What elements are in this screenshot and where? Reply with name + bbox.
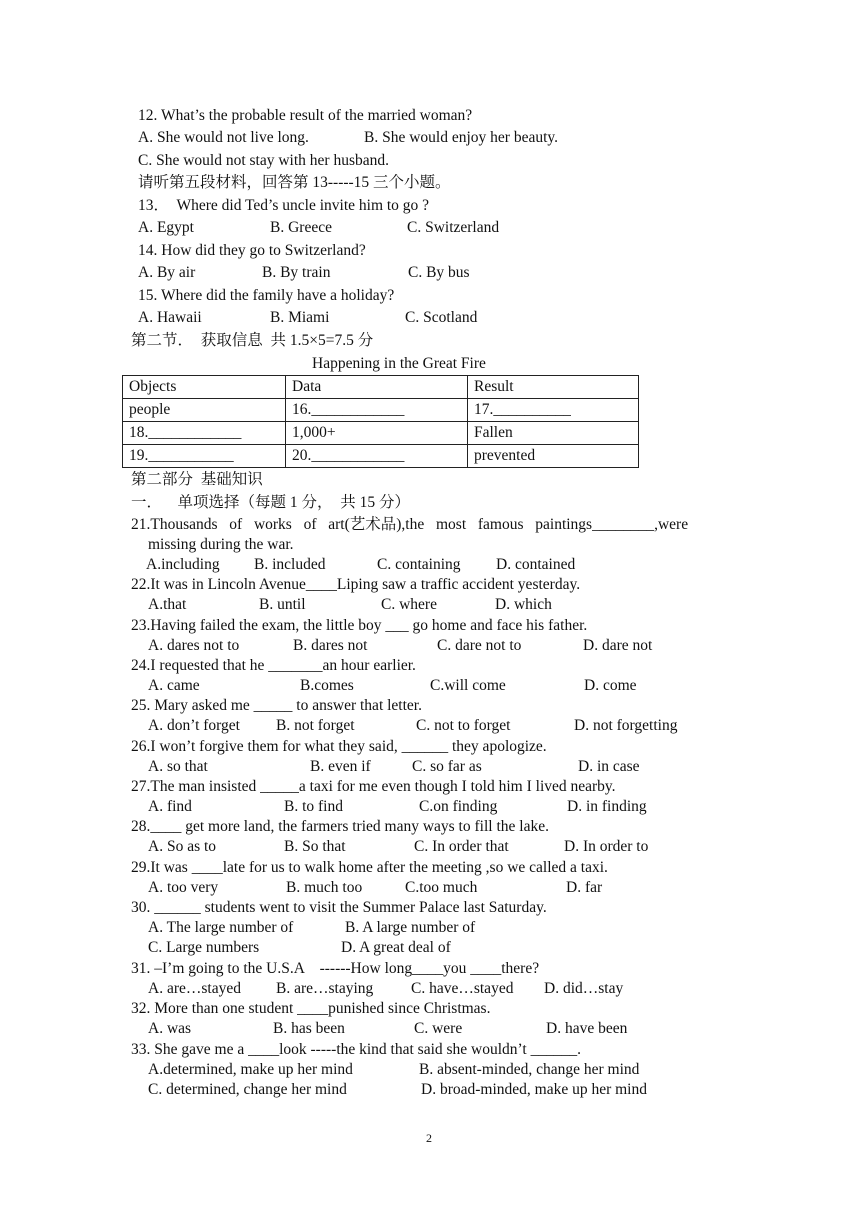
option-13a: A. Egypt [138,219,194,236]
table-cell: people [123,399,286,422]
option-12a: A. She would not live long. [138,129,309,146]
table-header-cell: Objects [123,376,286,399]
option-30a: A. The large number of [148,919,294,936]
question-27: 27.The man insisted _____a taxi for me even though I told him I lived nearby. [131,778,616,795]
option-27b: B. to find [284,798,343,815]
option-12c: C. She would not stay with her husband. [138,152,389,169]
option-27c: C.on finding [419,798,498,815]
table-cell: 17.__________ [468,399,639,422]
option-25d: D. not forgetting [574,717,678,734]
option-15c: C. Scotland [405,309,478,326]
section5-intro: 请听第五段材料，回答第 13-----15 三个小题。 [138,174,451,191]
question-12: 12. What’s the probable result of the married woman? [138,107,473,124]
question-13: 13． Where did Ted’s uncle invite him to go ? [138,197,430,214]
question-24: 24.I requested that he _______an hour earlier. [131,657,416,674]
page-number: 2 [426,1131,432,1145]
option-30b: B. A large number of [345,919,476,936]
option-29a: A. too very [148,879,219,896]
table-cell: 16.____________ [286,399,468,422]
table-row [123,399,639,422]
option-27a: A. find [148,798,192,815]
option-32c: C. were [414,1020,463,1037]
option-28a: A. So as to [148,838,217,855]
option-21d: D. contained [496,556,576,573]
question-33: 33. She gave me a ____look -----the kind that said she wouldn’t ______. [131,1041,581,1058]
option-30c: C. Large numbers [148,939,260,956]
option-25b: B. not forget [276,717,355,734]
option-25c: C. not to forget [416,717,511,734]
option-28d: D. In order to [564,838,649,855]
option-31c: C. have…stayed [411,980,514,997]
question-31: 31. –I’m going to the U.S.A ------How long____you ____there? [131,960,540,977]
option-24d: D. come [584,677,637,694]
great-fire-table [122,375,639,468]
question-14: 14. How did they go to Switzerland? [138,242,366,259]
option-22b: B. until [259,596,306,613]
table-cell: 19.___________ [123,445,286,468]
option-22a: A.that [148,596,187,613]
option-15a: A. Hawaii [138,309,202,326]
option-22d: D. which [495,596,552,613]
table-cell: 1,000+ [286,422,468,445]
table-title: Happening in the Great Fire [312,355,486,372]
option-32a: A. was [148,1020,192,1037]
table-cell: prevented [468,445,639,468]
option-33c: C. determined, change her mind [148,1081,347,1098]
option-26b: B. even if [310,758,371,775]
option-21b: B. included [254,556,326,573]
info-section-heading: 第二节． 获取信息 共 1.5×5=7.5 分 [131,332,374,349]
table-header-row [123,376,639,399]
option-26c: C. so far as [412,758,482,775]
option-29c: C.too much [405,879,478,896]
option-28c: C. In order that [414,838,509,855]
option-31a: A. are…stayed [148,980,241,997]
question-29: 29.It was ____late for us to walk home after the meeting ,so we called a taxi. [131,859,608,876]
option-14c: C. By bus [408,264,470,281]
option-22c: C. where [381,596,437,613]
option-33d: D. broad-minded, make up her mind [421,1081,647,1098]
option-13b: B. Greece [270,219,332,236]
question-21: 21.Thousands of works of art(艺术品),the most famous paintings________,were [131,516,689,533]
option-33b: B. absent-minded, change her mind [419,1061,640,1078]
option-24a: A. came [148,677,200,694]
option-12b: B. She would enjoy her beauty. [364,129,558,146]
question-26: 26.I won’t forgive them for what they said, ______ they apologize. [131,738,547,755]
question-15: 15. Where did the family have a holiday? [138,287,395,304]
question-25: 25. Mary asked me _____ to answer that letter. [131,697,422,714]
option-23d: D. dare not [583,637,653,654]
option-32d: D. have been [546,1020,628,1037]
option-25a: A. don’t forget [148,717,240,734]
option-21c: C. containing [377,556,461,573]
option-26a: A. so that [148,758,208,775]
option-23c: C. dare not to [437,637,522,654]
table-row [123,445,639,468]
option-15b: B. Miami [270,309,330,326]
option-32b: B. has been [273,1020,345,1037]
question-32: 32. More than one student ____punished since Christmas. [131,1000,491,1017]
table-header-cell: Result [468,376,639,399]
table-row [123,422,639,445]
table-cell: Fallen [468,422,639,445]
option-13c: C. Switzerland [407,219,500,236]
option-24b: B.comes [300,677,354,694]
question-28: 28.____ get more land, the farmers tried many ways to fill the lake. [131,818,549,835]
part2-subheading: 一． 单项选择（每题 1 分， 共 15 分） [131,494,411,511]
option-14b: B. By train [262,264,331,281]
option-29b: B. much too [286,879,363,896]
table-cell: 18.____________ [123,422,286,445]
option-14a: A. By air [138,264,196,281]
option-26d: D. in case [578,758,640,775]
table-header-cell: Data [286,376,468,399]
option-31b: B. are…staying [276,980,374,997]
option-28b: B. So that [284,838,346,855]
option-29d: D. far [566,879,603,896]
part2-heading: 第二部分 基础知识 [131,471,263,488]
option-21a: A.including [146,556,220,573]
option-27d: D. in finding [567,798,647,815]
question-22: 22.It was in Lincoln Avenue____Liping saw a traffic accident yesterday. [131,576,581,593]
option-33a: A.determined, make up her mind [148,1061,353,1078]
question-30: 30. ______ students went to visit the Summer Palace last Saturday. [131,899,547,916]
option-30d: D. A great deal of [341,939,451,956]
table-cell: 20.____________ [286,445,468,468]
option-24c: C.will come [430,677,506,694]
option-23a: A. dares not to [148,637,240,654]
question-21-cont: missing during the war. [148,536,294,553]
question-23: 23.Having failed the exam, the little boy ___ go home and face his father. [131,617,588,634]
option-31d: D. did…stay [544,980,624,997]
option-23b: B. dares not [293,637,368,654]
